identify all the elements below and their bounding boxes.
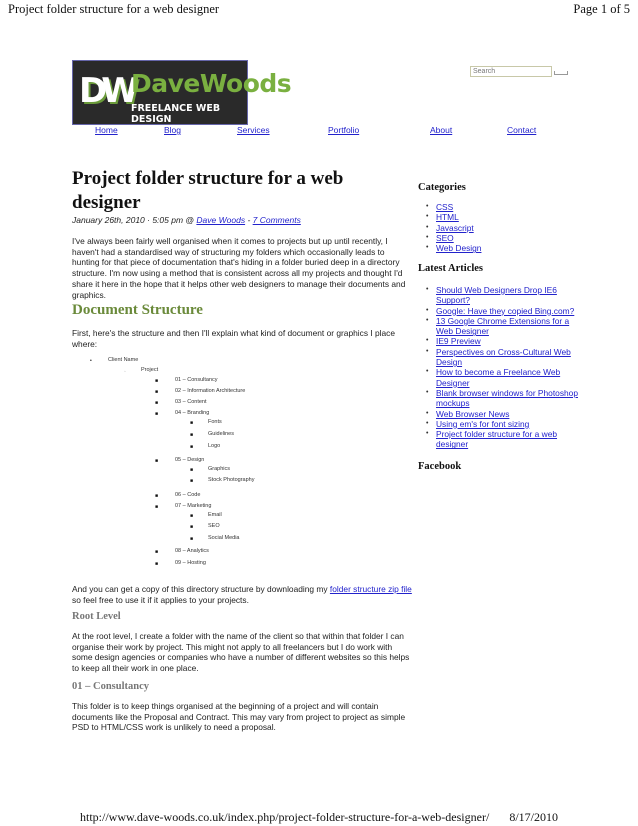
bullet: ■ — [155, 493, 159, 499]
article-link[interactable]: 13 Google Chrome Extensions for a Web Designer — [436, 315, 570, 337]
tree-item: 09 – Hosting — [175, 560, 206, 566]
nav-services[interactable]: Services — [237, 125, 270, 135]
sidebar-categories — [418, 182, 586, 253]
logo-name: DaveWoods — [131, 69, 292, 98]
bullet: ■ — [155, 378, 159, 384]
tree-item: Fonts — [208, 419, 222, 425]
intro-paragraph: I've always been fairly well organised when it comes to projects but up until recently, I haven't had a standardised way of structuring my folders which occasionally leads to hunting for that piece of documentation that's hiding in a folder buried deep in a directory structure. I'm now using a method that is consistent across all my projects and thought I'd share it here in the hope that it helps other web designers to manage their documents and graphics. — [72, 236, 406, 300]
list-item — [426, 233, 586, 243]
list-item — [426, 388, 586, 409]
heading-consultancy: 01 – Consultancy — [72, 681, 150, 692]
list-item — [426, 212, 586, 222]
bullet: ■ — [190, 478, 194, 484]
tree-item: 03 – Content — [175, 399, 207, 405]
bullet: ■ — [155, 549, 159, 555]
bullet: ◦ — [124, 369, 126, 375]
list-item — [426, 306, 586, 316]
bullet: ■ — [155, 411, 159, 417]
list-item — [426, 367, 586, 388]
tree-item: 02 – Information Architecture — [175, 388, 246, 394]
heading-root-level: Root Level — [72, 611, 121, 622]
article-link[interactable]: Project folder structure for a web designer — [436, 429, 558, 450]
bullet: • — [90, 358, 92, 364]
bullet: ■ — [155, 561, 159, 567]
category-link[interactable]: CSS — [436, 202, 454, 212]
nav-home[interactable]: Home — [95, 125, 118, 135]
article-link[interactable]: How to become a Freelance Web Designer — [436, 367, 561, 388]
bullet: ■ — [190, 432, 194, 438]
tree-item: Email — [208, 512, 222, 518]
sidebar-facebook — [418, 461, 461, 472]
download-text: And you can get a copy of this directory structure by downloading my — [72, 584, 330, 594]
tree-item: Logo — [208, 443, 221, 449]
article-link[interactable]: Web Browser News — [436, 408, 510, 419]
search-input[interactable]: Search — [470, 66, 552, 77]
logo-initials: DW — [79, 71, 133, 111]
sidebar-latest — [418, 263, 586, 450]
category-link[interactable]: SEO — [436, 232, 454, 243]
list-item — [426, 243, 586, 253]
list-item — [426, 223, 586, 233]
comments-link[interactable]: 7 Comments — [252, 215, 301, 225]
nav-portfolio[interactable]: Portfolio — [328, 125, 360, 135]
print-footer-url: http://www.dave-woods.co.uk/index.php/project-folder-structure-for-a-web-designer/ — [80, 810, 490, 824]
list-item — [426, 202, 586, 212]
list-item — [426, 429, 586, 450]
bullet: ■ — [190, 513, 194, 519]
tree-item: 01 – Consultancy — [175, 377, 218, 383]
bullet: ■ — [190, 524, 194, 530]
heading-document-structure: Document Structure — [72, 302, 203, 318]
logo-tagline: FREELANCE WEB DESIGN — [131, 103, 221, 125]
print-footer-date: 8/17/2010 — [509, 810, 558, 824]
tree-client: Client Name — [108, 357, 139, 363]
list-item — [426, 316, 586, 337]
tree-item: 04 – Branding — [175, 410, 210, 416]
site-logo[interactable] — [72, 60, 292, 125]
tree-item: Guidelines — [208, 431, 234, 437]
bullet: ■ — [190, 536, 194, 542]
tree-project: Project — [141, 367, 159, 373]
tree-item: 06 – Code — [175, 492, 201, 498]
list-item — [426, 419, 586, 429]
bullet: ■ — [190, 467, 194, 473]
tree-item: 07 – Marketing — [175, 503, 212, 509]
list-item — [426, 409, 586, 419]
tree-item: 05 – Design — [175, 457, 205, 463]
article-meta — [72, 215, 301, 225]
list-item — [426, 285, 586, 306]
nav-about[interactable]: About — [430, 125, 453, 135]
bullet: ■ — [190, 444, 194, 450]
bullet: ■ — [155, 504, 159, 510]
tree-item: Social Media — [208, 535, 240, 541]
tree-item: 08 – Analytics — [175, 548, 209, 554]
bullet: ■ — [190, 420, 194, 426]
tree-item: SEO — [208, 523, 220, 529]
article-link[interactable]: Blank browser windows for Photoshop mockups — [436, 387, 578, 409]
tree-item: Stock Photography — [208, 477, 255, 483]
latest-title: Latest Articles — [418, 263, 484, 274]
download-paragraph — [72, 584, 412, 605]
category-link[interactable]: Javascript — [436, 222, 474, 233]
meta-separator: - — [245, 215, 253, 225]
bullet: ■ — [155, 400, 159, 406]
author-link[interactable]: Dave Woods — [196, 215, 246, 225]
article-link[interactable]: Should Web Designers Drop IE6 Support? — [436, 285, 557, 306]
list-item — [426, 336, 586, 346]
category-link[interactable]: HTML — [436, 212, 459, 223]
article-link[interactable]: Perspectives on Cross-Cultural Web Design — [436, 346, 571, 368]
root-paragraph: At the root level, I create a folder with the name of the client so that within that folder I can organise their work by project. This might not apply to all freelancers but I do work with some design agencies or companies who have a number of different websites so this helps to keep all their work in one place. — [72, 631, 410, 674]
nav-contact[interactable]: Contact — [507, 125, 537, 135]
consultancy-paragraph: This folder is to keep things organised at the beginning of a project and will contain documents like the Proposal and Contract. This may vary from project to project as simple PSD to HTML/CSS work is unlikely to need a proposal. — [72, 701, 406, 733]
bullet: ■ — [155, 389, 159, 395]
article-link[interactable]: IE9 Preview — [436, 336, 481, 347]
zip-file-link[interactable]: folder structure zip file — [329, 584, 412, 594]
bullet: ■ — [155, 458, 159, 464]
article-link[interactable]: Google: Have they copied Bing.com? — [436, 305, 575, 316]
structure-intro: First, here's the structure and then I'll explain what kind of document or graphics I place where: — [72, 328, 396, 349]
facebook-title: Facebook — [418, 461, 462, 472]
category-link[interactable]: Web Design — [436, 243, 482, 254]
search-button[interactable] — [554, 71, 568, 75]
print-header-page: Page 1 of 5 — [573, 2, 630, 16]
list-item — [426, 347, 586, 368]
download-text-end: so feel free to use it if it applies to your projects. — [72, 594, 249, 605]
nav-blog[interactable]: Blog — [164, 125, 182, 135]
categories-title: Categories — [418, 182, 466, 193]
tree-item: Graphics — [208, 466, 231, 472]
article-title: Project folder structure for a web designer — [72, 168, 344, 213]
post-date: January 26th, 2010 · 5:05 pm @ — [72, 215, 197, 225]
article-link[interactable]: Using em's for font sizing — [436, 418, 530, 429]
print-header-title: Project folder structure for a web designer — [8, 2, 220, 16]
